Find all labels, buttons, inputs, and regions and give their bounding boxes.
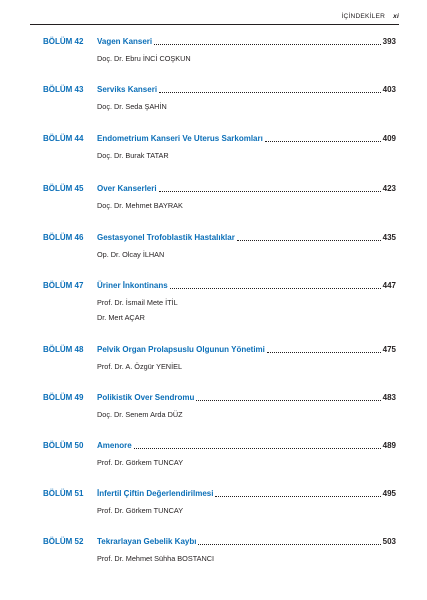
chapter-authors: [97, 359, 182, 374]
chapter-authors: [97, 51, 191, 66]
chapter-authors: [97, 148, 169, 163]
chapter-label: BÖLÜM 51: [43, 489, 84, 498]
chapter-title[interactable]: Serviks Kanseri: [97, 85, 158, 94]
author-name: Prof. Dr. Görkem TUNCAY: [97, 458, 184, 467]
chapter-authors: [97, 407, 183, 422]
chapter-title[interactable]: Polikistik Over Sendromu: [97, 393, 195, 402]
author-name: Prof. Dr. İsmail Mete İTİL: [97, 298, 178, 307]
chapter-page-number[interactable]: 403: [382, 85, 396, 94]
chapter-title-line: [97, 488, 396, 500]
chapter-label: BÖLÜM 47: [43, 281, 84, 290]
chapter-page-number[interactable]: 483: [382, 393, 396, 402]
chapter-authors: [97, 503, 183, 518]
chapter-authors: [97, 551, 214, 566]
chapter-page-number[interactable]: 475: [382, 345, 396, 354]
chapter-title-line: [97, 183, 396, 195]
chapter-label: BÖLÜM 50: [43, 441, 84, 450]
author-name: Doç. Dr. Mehmet BAYRAK: [97, 201, 183, 210]
chapter-title[interactable]: Gestasyonel Trofoblastik Hastalıklar: [97, 233, 235, 242]
dot-leader: [159, 84, 381, 93]
chapter-title[interactable]: Over Kanserleri: [97, 184, 157, 193]
chapter-authors: [97, 295, 178, 325]
chapter-title-line: [97, 84, 396, 96]
chapter-title[interactable]: Tekrarlayan Gebelik Kaybı: [97, 537, 197, 546]
chapter-title[interactable]: Amenore: [97, 441, 132, 450]
header-rule: [30, 24, 399, 25]
chapter-authors: [97, 198, 183, 213]
author-name: Doç. Dr. Seda ŞAHİN: [97, 102, 167, 111]
chapter-label: BÖLÜM 44: [43, 134, 84, 143]
running-header-page-number: xi: [393, 13, 399, 20]
dot-leader: [196, 392, 380, 401]
author-name: Doç. Dr. Senem Arda DÜZ: [97, 410, 183, 419]
chapter-title-line: [97, 392, 396, 404]
chapter-page-number[interactable]: 447: [382, 281, 396, 290]
chapter-title-line: [97, 280, 396, 292]
dot-leader: [237, 232, 381, 241]
chapter-label: BÖLÜM 52: [43, 537, 84, 546]
chapter-page-number[interactable]: 393: [382, 37, 396, 46]
chapter-authors: [97, 247, 164, 262]
chapter-title-line: [97, 133, 396, 145]
chapter-authors: [97, 99, 167, 114]
chapter-page-number[interactable]: 409: [382, 134, 396, 143]
chapter-label: BÖLÜM 42: [43, 37, 84, 46]
chapter-label: BÖLÜM 46: [43, 233, 84, 242]
chapter-title[interactable]: İnfertil Çiftin Değerlendirilmesi: [97, 489, 214, 498]
chapter-page-number[interactable]: 495: [382, 489, 396, 498]
chapter-title-line: [97, 344, 396, 356]
running-header-title: İÇİNDEKİLER: [341, 13, 386, 20]
author-name: Doç. Dr. Burak TATAR: [97, 151, 169, 160]
dot-leader: [134, 440, 381, 449]
running-header: [30, 13, 399, 20]
chapter-title-line: [97, 36, 396, 48]
chapter-label: BÖLÜM 43: [43, 85, 84, 94]
author-name: Prof. Dr. Mehmet Sühha BOSTANCI: [97, 554, 215, 563]
dot-leader: [215, 488, 380, 497]
chapter-title-line: [97, 232, 396, 244]
dot-leader: [159, 183, 381, 192]
chapter-authors: [97, 455, 183, 470]
dot-leader: [267, 344, 381, 353]
author-name: Prof. Dr. A. Özgür YENİEL: [97, 362, 183, 371]
chapter-page-number[interactable]: 435: [382, 233, 396, 242]
author-name: Prof. Dr. Görkem TUNCAY: [97, 506, 184, 515]
author-name: Op. Dr. Olcay İLHAN: [97, 250, 165, 259]
dot-leader: [265, 133, 381, 142]
chapter-title[interactable]: Endometrium Kanseri Ve Uterus Sarkomları: [97, 134, 263, 143]
chapter-page-number[interactable]: 503: [382, 537, 396, 546]
chapter-label: BÖLÜM 48: [43, 345, 84, 354]
dot-leader: [198, 536, 380, 545]
dot-leader: [170, 280, 381, 289]
chapter-label: BÖLÜM 45: [43, 184, 84, 193]
author-name: Doç. Dr. Ebru İNCİ COŞKUN: [97, 54, 191, 63]
chapter-title-line: [97, 440, 396, 452]
chapter-label: BÖLÜM 49: [43, 393, 84, 402]
chapter-page-number[interactable]: 423: [382, 184, 396, 193]
chapter-title[interactable]: Üriner İnkontinans: [97, 281, 168, 290]
dot-leader: [154, 36, 381, 45]
chapter-title[interactable]: Pelvik Organ Prolapsuslu Olgunun Yönetimi: [97, 345, 265, 354]
chapter-title[interactable]: Vagen Kanseri: [97, 37, 153, 46]
chapter-title-line: [97, 536, 396, 548]
chapter-page-number[interactable]: 489: [382, 441, 396, 450]
author-name: Dr. Mert AÇAR: [97, 313, 145, 322]
